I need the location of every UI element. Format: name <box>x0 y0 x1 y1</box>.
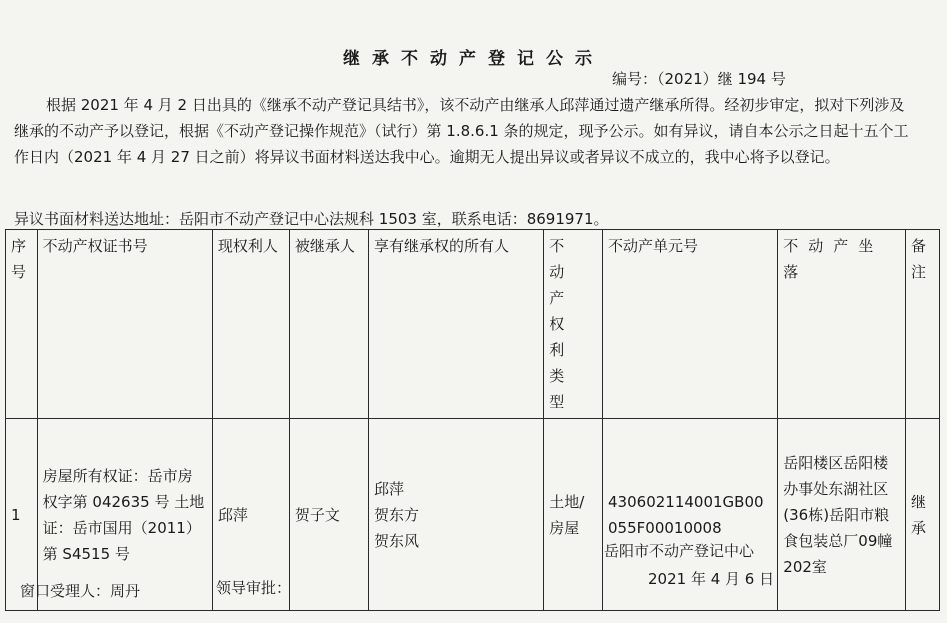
cell-remark: 继承 <box>906 419 940 611</box>
registration-table <box>5 229 940 611</box>
table-header-row <box>6 230 940 419</box>
header-heirs: 享有继承权的所有人 <box>368 230 543 419</box>
header-cert-no: 不动产权证书号 <box>37 230 212 419</box>
header-current-holder: 现权利人 <box>212 230 289 419</box>
header-unit-no: 不动产单元号 <box>603 230 778 419</box>
header-decedent: 被继承人 <box>289 230 368 419</box>
objection-address: 异议书面材料送达地址：岳阳市不动产登记中心法规科 1503 室，联系电话：8691971。 <box>14 210 609 228</box>
cell-decedent: 贺子文 <box>289 419 368 611</box>
receiver-label: 窗口受理人： <box>20 582 111 600</box>
heir-name: 邱萍 <box>373 479 404 498</box>
header-location: 不动产坐落 <box>778 230 906 419</box>
table-row <box>6 419 940 611</box>
cell-seq: 1 <box>6 419 38 611</box>
cell-heirs <box>368 419 543 611</box>
cell-unit-no: 430602114001GB00055F00010008 <box>603 419 778 611</box>
cell-location: 岳阳楼区岳阳楼办事处东湖社区(36栋)岳阳市粮食包装总厂09幢202室 <box>778 419 906 611</box>
header-seq: 序号 <box>6 230 38 419</box>
cell-right-type: 土地/房屋 <box>544 419 603 611</box>
heir-name: 贺东风 <box>373 531 419 550</box>
leader-approval-label: 领导审批： <box>216 579 292 597</box>
issuer-name: 岳阳市不动产登记中心 <box>604 542 755 560</box>
document-number: 编号：（2021）继 194 号 <box>612 70 786 88</box>
issue-date: 2021 年 4 月 6 日 <box>648 570 775 588</box>
notice-title: 继承不动产登记公示 <box>343 49 604 69</box>
header-remark: 备注 <box>906 230 940 419</box>
cell-current-holder: 邱萍 <box>212 419 289 611</box>
receiver-name: 周丹 <box>110 582 141 600</box>
notice-paragraph: 根据 2021 年 4 月 2 日出具的《继承不动产登记具结书》，该不动产由继承人邱萍通过遗产继承所得。经初步审定，拟对下列涉及继承的不动产予以登记，根据《不动产登记操作规范》（试行）第 1.8.6.1 条的规定，现予公示。如有异议，请自本公示之日起十五个工作日内（2021 年 4 月 27 日之前）将异议书面材料送达我中心。逾期无人提出异议或者异议不成立的，我中心将予以登记。 <box>14 96 909 166</box>
heir-name: 贺东方 <box>373 505 419 524</box>
header-right-type: 不动产权利类型 <box>544 230 603 419</box>
window-receiver <box>20 580 140 601</box>
cell-cert-no: 房屋所有权证：岳市房权字第 042635 号 土地证：岳市国用（2011）第 S4515 号 <box>37 419 212 611</box>
